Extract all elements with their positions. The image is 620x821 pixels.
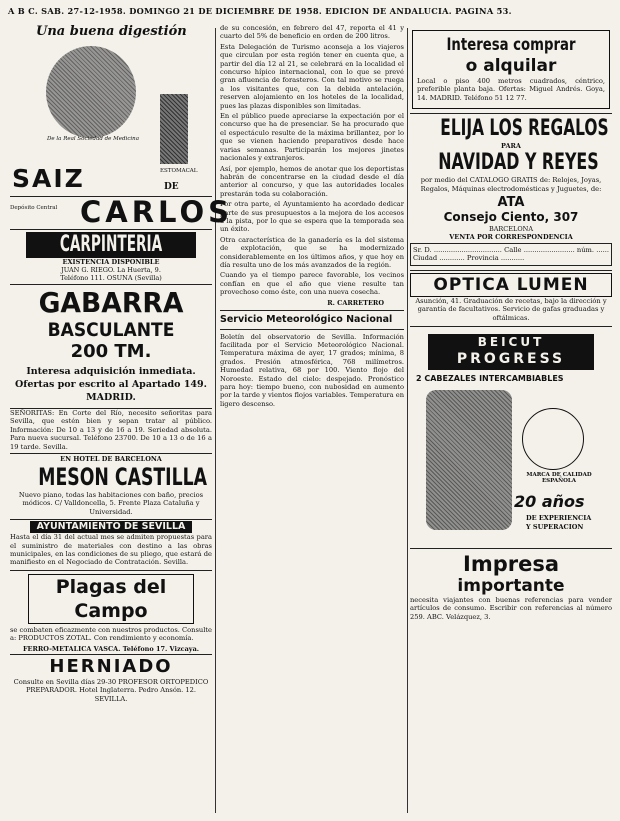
- carpinteria-line2: Teléfono 111. OSUNA (Sevilla): [60, 274, 162, 282]
- saiz-brand-carlos: CARLOS: [80, 195, 234, 229]
- regalos-venta: VENTA POR CORRESPONDENCIA: [449, 233, 573, 242]
- herniado-body: Consulte en Sevilla días 29-30 PROFESOR ORTOPEDICO PREPARADOR. Hotel Inglaterra. Pedro Ansón. 12. SEVILLA.: [13, 677, 209, 703]
- razor-cabezales: 2 CABEZALES INTERCAMBIABLES: [416, 374, 564, 384]
- article-paragraph: En el público puede apreciarse la expectación por el concurso que ha de presenciar. Se ha procurado que el espectáculo resulte de la máxima brillantez, por lo que se vienen haciendo preparativos desde hace varias semanas. Participarán los mejores jinetes nacionales y extranjeros.: [220, 112, 404, 163]
- meteo-title: Servicio Meteorológico Nacional: [220, 313, 393, 325]
- razor-seal: [522, 408, 584, 470]
- razor-brand: BEICUT: [477, 335, 545, 350]
- plagas-body: se combaten eficazmente con nuestros productos. Consulte a: PRODUCTOS ZOTAL. Con rendimiento y economía.: [10, 625, 212, 643]
- regalos-city: BARCELONA: [488, 225, 534, 234]
- article-paragraph: Así, por ejemplo, hemos de anotar que los deportistas habrán de concentrarse en la ciudad desde el día anterior al concurso, y que las autoridades locales prestarán toda su colaboración.: [220, 164, 404, 198]
- column-right: [410, 24, 612, 817]
- meson-title: MESON CASTILLA: [38, 463, 208, 492]
- razor-banner: [428, 334, 594, 370]
- razor-years: 20 años: [514, 492, 585, 512]
- column-rule: [215, 28, 216, 813]
- column-center: [220, 24, 404, 817]
- saiz-ad: [10, 24, 212, 197]
- regalos-l1-box: [410, 116, 612, 142]
- page-header: A B C. SAB. 27-12-1958. DOMINGO 21 DE DICIEMBRE DE 1958. EDICION DE ANDALUCIA. PAGINA 53.: [8, 6, 512, 16]
- razor-tag1: DE EXPERIENCIA: [526, 514, 592, 523]
- razor-marca: MARCA DE CALIDAD ESPAÑOLA: [526, 472, 592, 485]
- regalos-form: Sr. D. ................................ Calle ........................ núm. ...... Ciudad ............ Provincia ...........: [410, 243, 612, 266]
- carpinteria-line1: JUAN G. RIEGO. La Huerta, 9.: [61, 266, 161, 274]
- ayuntamiento-body: Hasta el día 31 del actual mes se admiten propuestas para el suministro de materiales con destino a las obras municipales, en las condiciones de su pliego, que estará de manifiesto en el Negociado de Contratación. Sevilla.: [10, 533, 212, 567]
- plagas-title: Plagas del Campo: [28, 574, 194, 624]
- meson-title-box: [10, 463, 212, 491]
- regalos-l2-box: [410, 150, 612, 176]
- optica-body: Asunción, 41. Graduación de recetas, bajo la dirección y garantía de facultativos. Servicio de gafas graduadas y oftálmicas.: [415, 296, 607, 322]
- interesa-title1-box: [417, 35, 605, 56]
- plagas-addr: FERRO-METALICA VASCA. Teléfono 17. Vizcaya.: [22, 644, 200, 653]
- saiz-tag: ESTOMACAL: [160, 168, 198, 174]
- gabarra-l3: 200 TM.: [70, 341, 152, 362]
- gabarra-l1-box: [10, 287, 212, 319]
- interesa-title1: Interesa comprar: [446, 35, 576, 55]
- herniado-ad: [10, 655, 212, 706]
- razor-model: PROGRESS: [456, 351, 566, 368]
- impresa-ad: [410, 549, 612, 627]
- gabarra-body: Interesa adquisición inmediata. Ofertas por escrito al Apartado 149. MADRID.: [15, 366, 207, 403]
- meteo-body: Boletín del observatorio de Sevilla. Información facilitada por el Servicio Meteorológico Nacional. Temperatura máxima de ayer, 17 grados; mínima, 8 grados. Presión atmosférica, 768 milímetros. Humedad relativa, 68 por 100. Viento flojo del Noroeste. Estado del cielo: despejado. Pronóstico para hoy: tiempo bueno, con nubosidad en aumento por la tarde y vientos flojos variables. Temperatura en ligero descenso.: [220, 332, 404, 408]
- regalos-l2: NAVIDAD Y REYES: [438, 150, 599, 176]
- regalos-l1: ELIJA LOS REGALOS: [440, 116, 609, 142]
- interesa-ad: [412, 30, 610, 109]
- article-signature: R. CARRETERO: [327, 298, 384, 307]
- article-paragraph: Esta Delegación de Turismo aconseja a los viajeros que circulan por esta región tener en cuenta que, a partir del día 12 al 21, se celebrará en la localidad el concurso hípico internacional, con lo que se prevé gran afluencia de forasteros. Con tal motivo se ruega a los visitantes que, con la debida antelación, reserven alojamiento en los hoteles de la localidad, pues las plazas disponibles son limitadas.: [220, 42, 404, 110]
- razor-tag2: Y SUPERACION: [526, 523, 584, 532]
- carpinteria-title-box: [26, 232, 196, 258]
- razor-image: [426, 390, 512, 530]
- small-ad: SEÑORITAS: En Corte del Río, necesito señoritas para Sevilla, que estén bien y sepan tratar al público. Información: De 10 a 13 y de 16 a 19. Seriedad absoluta. Para nueva sucursal. Teléfono 23700. De 10 a 13 o de 16 a 19 tarde. Sevilla.: [10, 409, 212, 454]
- divider: [220, 329, 404, 330]
- article-paragraph: Por otra parte, el Ayuntamiento ha acordado dedicar parte de sus presupuestos a la mejora de los accesos a la pista, por lo que se espera que la temporada sea un éxito.: [220, 200, 404, 234]
- optica-ad: [410, 271, 612, 327]
- gabarra-l1: GABARRA: [38, 286, 184, 319]
- regalos-ata: ATA: [497, 195, 525, 211]
- impresa-l2: importante: [457, 576, 565, 597]
- article-paragraph: Otra característica de la ganadería es la del sistema de explotación, que se ha modernizado considerablemente en los últimos años, y que hoy en día resulta uno de los más avanzados de la región.: [220, 235, 404, 269]
- meson-body: Nuevo piano, todas las habitaciones con baño, precios módicos. C/ Valldoncella, 5. Frente Plaza Cataluña y Universidad.: [18, 491, 204, 516]
- impresa-l1: Impresa: [463, 552, 559, 577]
- column-left: [10, 24, 234, 817]
- regalos-ad: [410, 113, 612, 271]
- regalos-body: por medio del CATALOGO GRATIS de: Relojes, Joyas, Regalos, Máquinas electrodomésticas y Juguetes, de:: [420, 176, 602, 193]
- saiz-bottle: [160, 94, 188, 164]
- column-rule: [407, 28, 408, 813]
- meson-kicker: EN HOTEL DE BARCELONA: [60, 455, 162, 464]
- regalos-para: PARA: [501, 142, 521, 151]
- impresa-body: necesita viajantes con buenas referencias para vender artículos de consumo. Escribir con referencias al número 259. ABC. Velázquez, 3.: [410, 596, 612, 621]
- carpinteria-title: CARPINTERIA: [59, 232, 163, 257]
- plagas-ad: [10, 571, 212, 655]
- optica-title: OPTICA LUMEN: [410, 273, 612, 297]
- gabarra-ad: [10, 285, 212, 409]
- article-paragraph: Cuando ya el tiempo parece favorable, los vecinos confían en que el año que viene resulte tan provechoso como éste, con una nueva cosecha.: [220, 271, 404, 297]
- ayuntamiento-title: AYUNTAMIENTO DE SEVILLA: [30, 521, 192, 533]
- interesa-title2: o alquilar: [465, 56, 557, 76]
- saiz-illustration: [46, 46, 136, 138]
- saiz-seal: De la Real Sociedad de Medicina: [47, 136, 139, 142]
- article-paragraph: de su concesión, en febrero del 47, reporta el 41 y cuarto del 5% de beneficio en orden de 200 litros.: [220, 24, 404, 41]
- carpinteria-ad: [10, 230, 212, 285]
- saiz-script: Una buena digestión: [36, 24, 187, 39]
- meson-ad: [10, 454, 212, 520]
- herniado-title: HERNIADO: [49, 655, 173, 677]
- gabarra-l2-box: [10, 319, 212, 341]
- saiz-small: Depósito Central: [10, 205, 58, 211]
- gabarra-l2: BASCULANTE: [47, 319, 175, 341]
- saiz-brand: SAIZ: [12, 164, 85, 193]
- carpinteria-sub: EXISTENCIA DISPONIBLE: [62, 258, 160, 266]
- carlos-line: [10, 195, 234, 230]
- razor-ad: [410, 330, 612, 549]
- interesa-body: Local o piso 400 metros cuadrados, céntrico, preferible planta baja. Ofertas: Miguel Andrés. Goya, 14. MADRID. Teléfono 51 12 77.: [417, 77, 605, 102]
- ayuntamiento-ad: [10, 520, 212, 571]
- regalos-addr: Consejo Ciento, 307: [443, 210, 579, 225]
- divider: [220, 310, 404, 311]
- saiz-de: DE: [164, 182, 179, 192]
